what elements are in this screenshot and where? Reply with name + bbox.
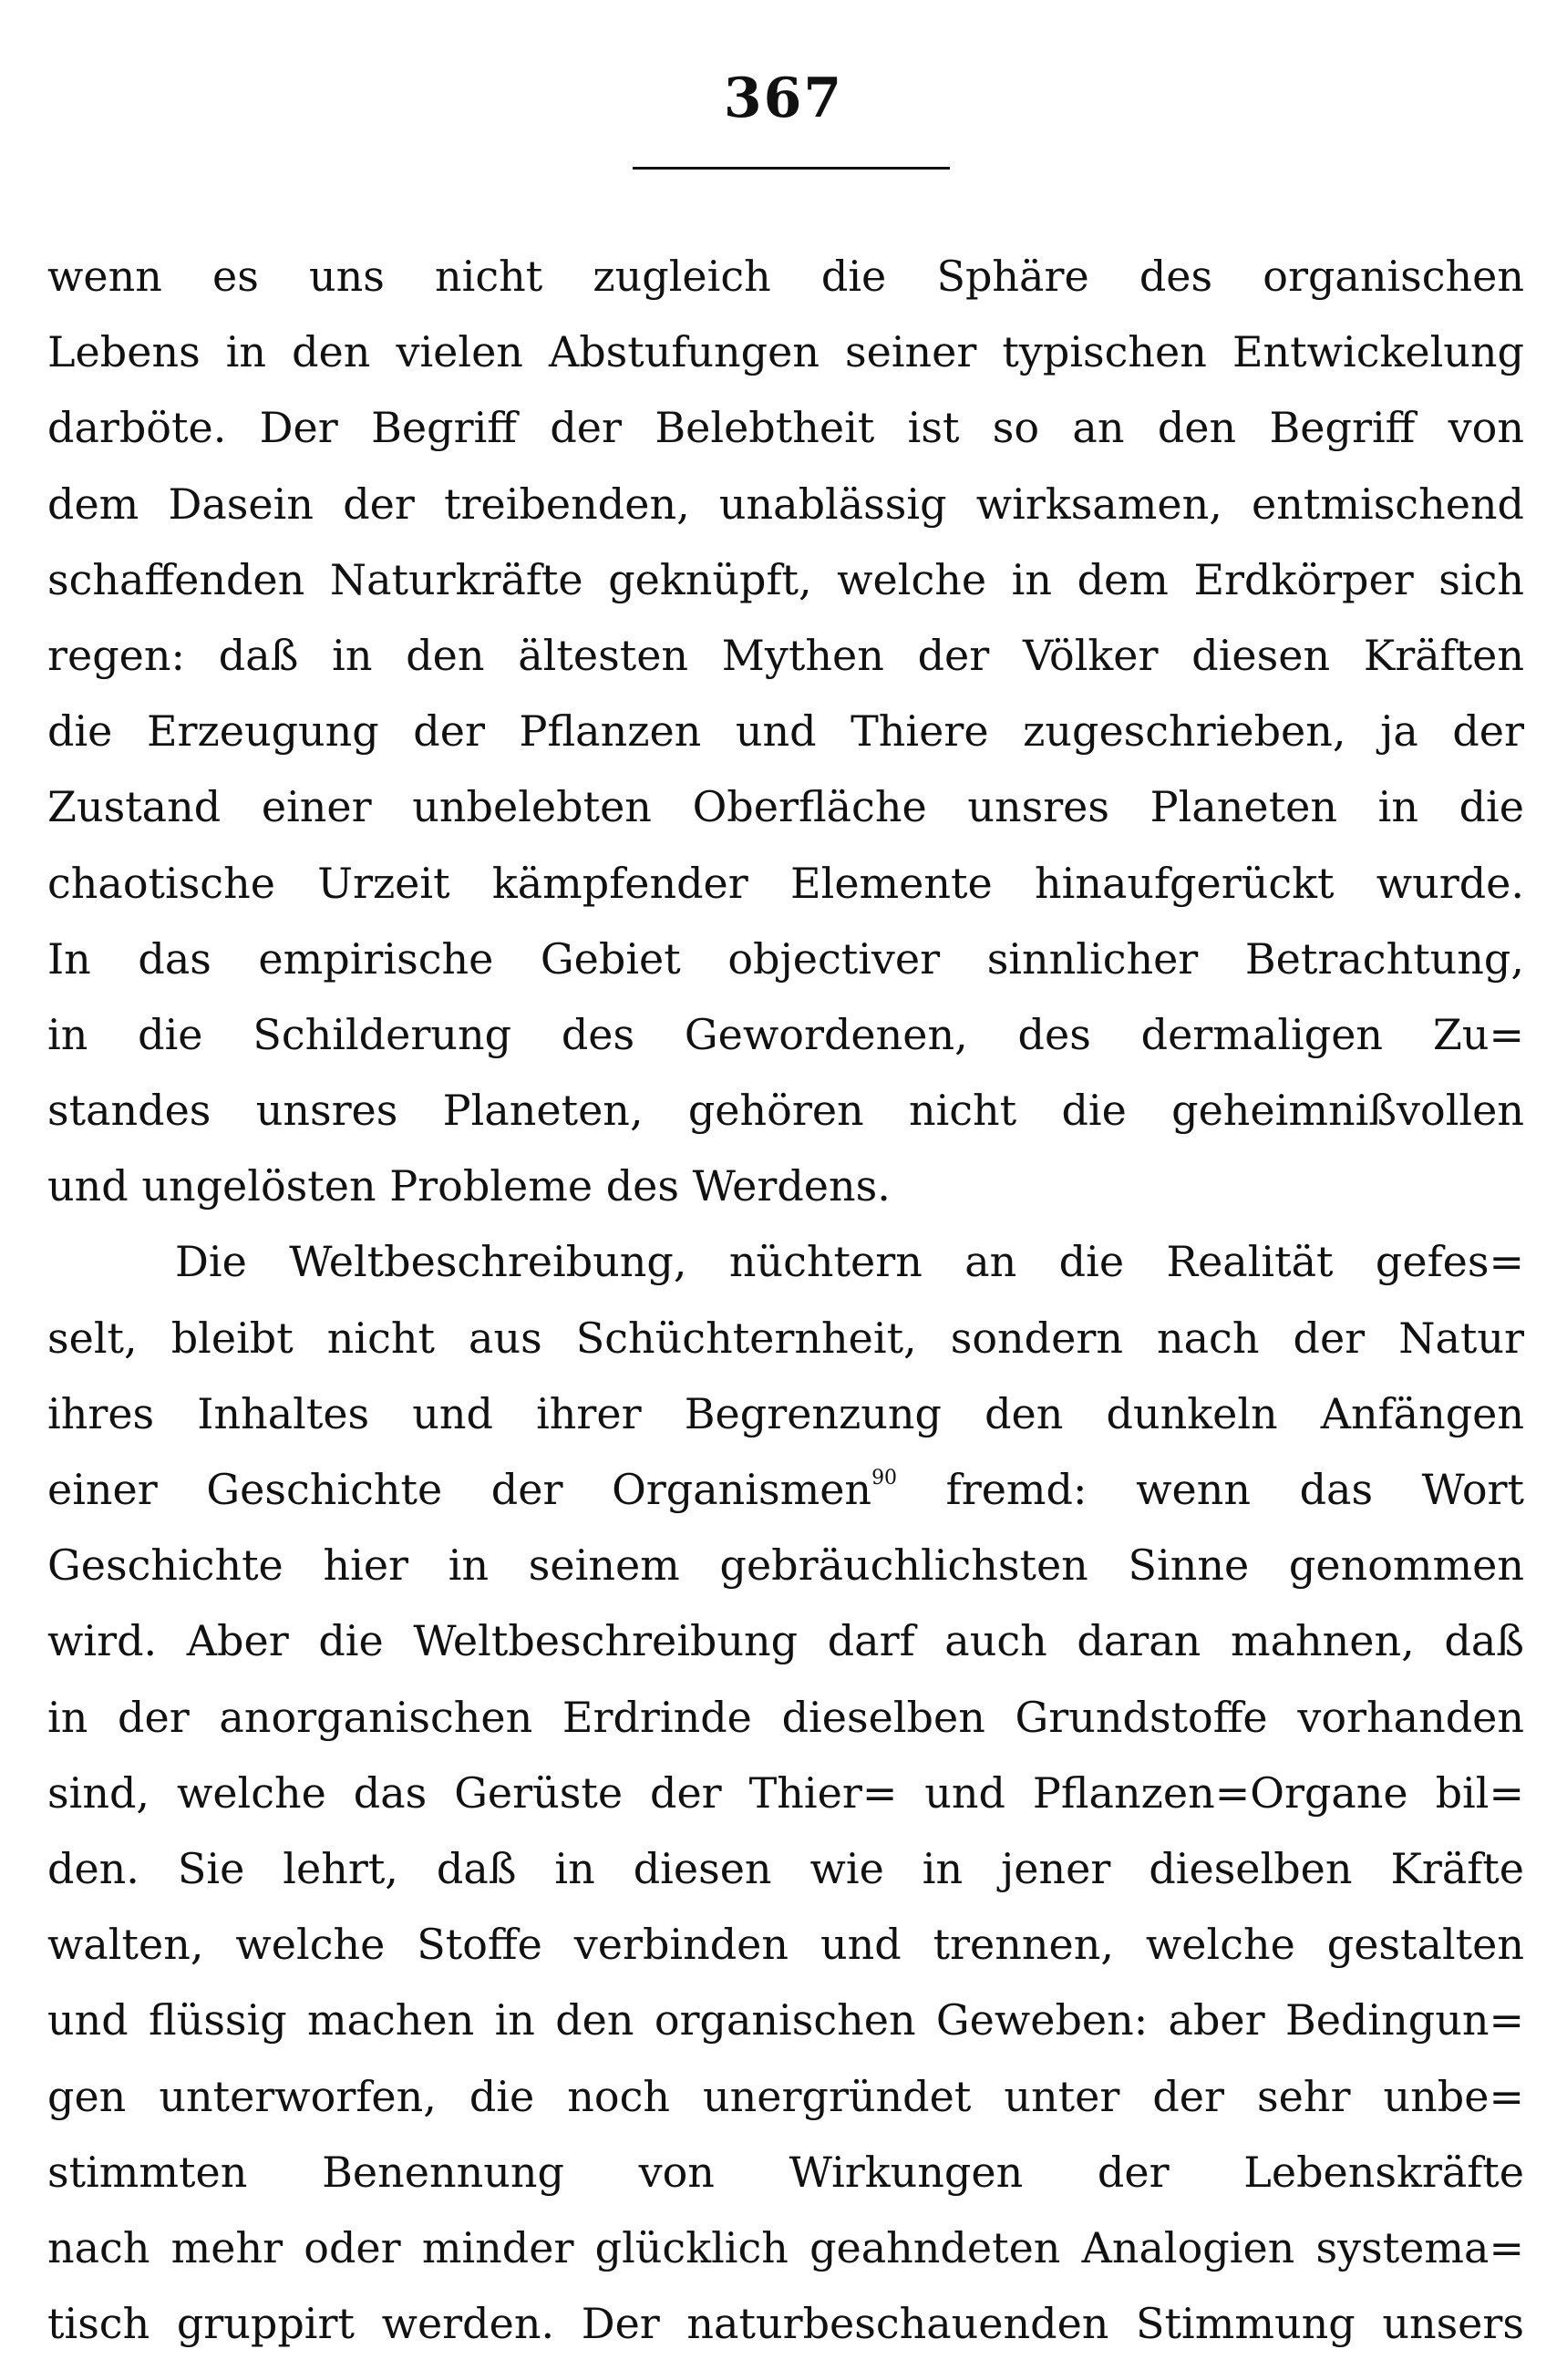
text-line: und flüssig machen in den organischen Geweben: aber Bedingun= [47, 1995, 1524, 2045]
text-line: den. Sie lehrt, daß in diesen wie in jener dieselben Kräfte [47, 1843, 1524, 1893]
text-line: Lebens in den vielen Abstufungen seiner typischen Entwickelung [47, 327, 1524, 377]
text-line: walten, welche Stoffe verbinden und trennen, welche gestalten [47, 1920, 1524, 1970]
text-line-segment: fremd: wenn das Wort [897, 1465, 1524, 1514]
text-line: Zustand einer unbelebten Oberfläche unsres Planeten in die [47, 782, 1524, 832]
text-line: in der anorganischen Erdrinde dieselben Grundstoffe vorhanden [47, 1692, 1524, 1742]
footnote-reference[interactable]: 90 [871, 1467, 898, 1489]
text-line: darböte. Der Begriff der Belebtheit ist so an den Begriff von [47, 403, 1524, 453]
text-line: dem Dasein der treibenden, unablässig wirksamen, entmischend [47, 479, 1524, 529]
text-line-with-footnote [47, 1452, 1524, 1528]
text-line-segment: einer Geschichte der Organismen [47, 1465, 872, 1514]
text-line: wenn es uns nicht zugleich die Sphäre des organischen [47, 252, 1524, 301]
text-line: schaffenden Naturkräfte geknüpft, welche in dem Erdkörper sich [47, 554, 1524, 604]
header-rule [633, 167, 950, 170]
text-line: in die Schilderung des Gewordenen, des dermaligen Zu= [47, 1009, 1524, 1059]
text-line: nach mehr oder minder glücklich geahndeten Analogien systema= [47, 2222, 1524, 2272]
text-line: regen: daß in den ältesten Mythen der Völker diesen Kräften [47, 630, 1524, 680]
page-number: 367 [723, 67, 844, 130]
text-line: Die Weltbeschreibung, nüchtern an die Realität gefes= [175, 1237, 1524, 1287]
text-line: die Erzeugung der Pflanzen und Thiere zugeschrieben, ja der [47, 706, 1524, 757]
text-line: gen unterworfen, die noch unergründet unter der sehr unbe= [47, 2071, 1524, 2121]
text-line: selt, bleibt nicht aus Schüchternheit, sondern nach der Natur [47, 1313, 1524, 1363]
text-line: wird. Aber die Weltbeschreibung darf auch daran mahnen, daß [47, 1616, 1524, 1666]
text-line: stimmten Benennung von Wirkungen der Lebenskräfte [47, 2147, 1524, 2197]
text-line: chaotische Urzeit kämpfender Elemente hinaufgerückt wurde. [47, 858, 1524, 908]
body-text [47, 239, 1524, 2362]
text-line: und ungelösten Probleme des Werdens. [47, 1161, 891, 1211]
text-line: standes unsres Planeten, gehören nicht die geheimnißvollen [47, 1086, 1524, 1136]
text-line: In das empirische Gebiet objectiver sinnlicher Betrachtung, [47, 933, 1524, 984]
text-line: ihres Inhaltes und ihrer Begrenzung den dunkeln Anfängen [47, 1388, 1524, 1438]
text-line: sind, welche das Gerüste der Thier= und Pflanzen=Organe bil= [47, 1767, 1524, 1818]
text-line: tisch gruppirt werden. Der naturbeschauenden Stimmung unsers [47, 2299, 1524, 2349]
text-line: Geschichte hier in seinem gebräuchlichsten Sinne genommen [47, 1540, 1524, 1591]
